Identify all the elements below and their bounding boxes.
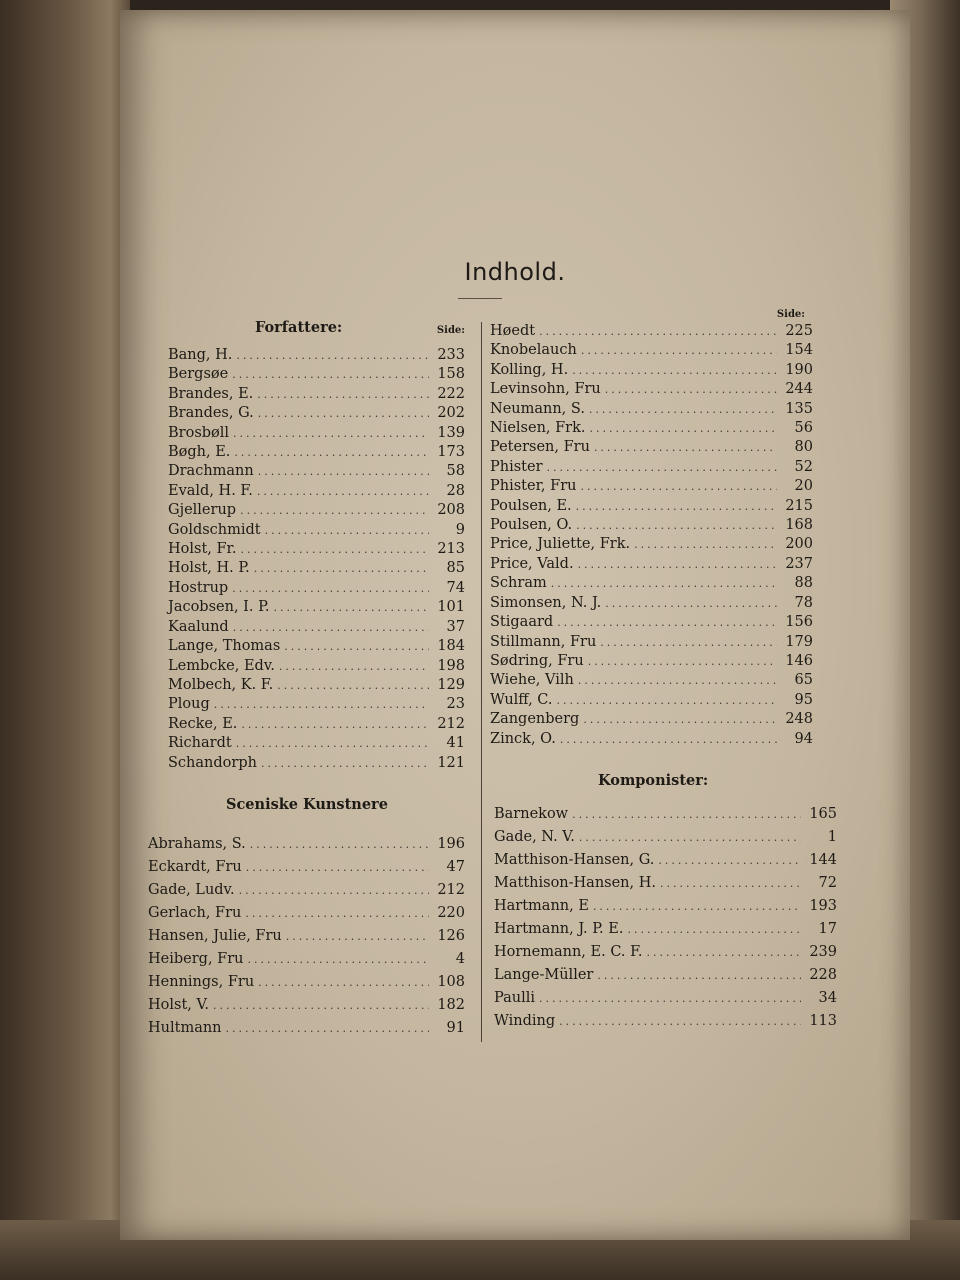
entry-name: Gade, Ludv. [148,881,235,898]
entry-name: Lange-Müller [494,966,594,983]
entry-page-number: 215 [785,497,813,514]
toc-entry [168,540,465,559]
side-label-left: Side: [436,325,465,336]
entry-page-number: 126 [437,927,465,944]
dot-leader [559,1010,801,1033]
entry-page-number: 88 [794,575,813,592]
dot-leader [576,497,777,516]
list-sceniske [140,833,465,1040]
entry-page-number: 184 [437,638,465,655]
dot-leader [590,419,777,438]
dot-leader [240,501,429,520]
toc-entry [148,948,465,971]
entry-name: Richardt [168,735,232,752]
dot-leader [539,987,801,1010]
entry-page-number: 17 [818,920,837,937]
dot-leader [660,872,801,895]
entry-name: Stigaard [490,614,554,631]
dot-leader [576,516,777,535]
entry-page-number: 196 [437,835,465,852]
toc-entry [490,322,813,341]
toc-entry [494,941,837,964]
entry-name: Høedt [490,323,536,339]
toc-entry [494,964,837,987]
dot-leader [597,964,801,987]
toc-entry [490,574,813,593]
entry-name: Neumann, S. [490,400,585,417]
toc-entry [148,856,465,879]
dot-leader [265,521,429,540]
entry-name: Gjellerup [168,502,237,519]
dot-leader [232,365,429,384]
dot-leader [572,803,801,826]
dot-leader [634,535,777,554]
entry-name: Recke, E. [168,715,238,732]
entry-page-number: 198 [437,657,465,674]
entry-page-number: 144 [809,851,837,868]
toc-entry [148,971,465,994]
dot-leader [594,438,777,457]
entry-name: Sødring, Fru [490,652,584,669]
dot-leader [257,482,429,501]
toc-entry [168,637,465,656]
toc-entry [490,380,813,399]
entry-page-number: 52 [794,458,813,475]
toc-entry [168,657,465,676]
dot-leader [246,856,429,879]
toc-entry [494,849,837,872]
entry-name: Brosbøll [168,424,230,441]
entry-page-number: 28 [446,482,465,499]
entry-page-number: 168 [785,517,813,534]
toc-entry [168,404,465,423]
toc-entry [148,1017,465,1040]
dot-leader [284,637,429,656]
entry-page-number: 212 [437,715,465,732]
entry-name: Zangenberg [490,711,580,728]
toc-entry [494,803,837,826]
entry-name: Kaalund [168,618,229,635]
entry-page-number: 193 [809,897,837,914]
entry-name: Hartmann, E [494,897,589,914]
entry-name: Drachmann [168,463,254,480]
dot-leader [560,730,777,749]
dot-leader [233,424,429,443]
entry-name: Gerlach, Fru [148,904,242,921]
entry-page-number: 85 [446,560,465,577]
entry-page-number: 72 [818,874,837,891]
entry-name: Phister, Fru [490,478,577,495]
entry-page-number: 41 [446,735,465,752]
dot-leader [277,676,429,695]
entry-page-number: 200 [785,536,813,553]
toc-entry [168,754,465,773]
dot-leader [258,462,429,481]
toc-entry [148,925,465,948]
entry-page-number: 182 [437,996,465,1013]
entry-page-number: 47 [446,858,465,875]
entry-page-number: 1 [827,828,837,845]
dot-leader [241,540,429,559]
entry-page-number: 65 [794,672,813,689]
entry-name: Poulsen, O. [490,517,573,534]
dot-leader [232,579,429,598]
toc-entry [168,695,465,714]
toc-entry [490,477,813,496]
entry-page-number: 156 [785,614,813,631]
toc-entry [490,633,813,652]
toc-entry [168,365,465,384]
entry-name: Knobelauch [490,342,577,359]
entry-name: Barnekow [494,805,569,822]
dot-leader [579,826,801,849]
dot-leader [589,400,777,419]
entry-page-number: 146 [785,652,813,669]
toc-entry [148,902,465,925]
entry-page-number: 129 [437,676,465,693]
entry-name: Zinck, O. [490,730,556,747]
column-divider [481,322,482,1042]
toc-entry [490,555,813,574]
toc-entry [168,734,465,753]
dot-leader [279,657,429,676]
entry-page-number: 233 [437,347,465,363]
entry-name: Wulff, C. [490,691,553,708]
right-column [490,308,845,1033]
entry-page-number: 91 [446,1019,465,1036]
toc-entry [168,521,465,540]
dot-leader [578,671,777,690]
dot-leader [600,633,777,652]
entry-page-number: 95 [794,691,813,708]
entry-name: Bøgh, E. [168,444,231,461]
entry-page-number: 78 [794,594,813,611]
dot-leader [245,902,429,925]
dot-leader [248,948,430,971]
entry-name: Holst, V. [148,996,210,1013]
dot-leader [605,594,777,613]
toc-entry [168,346,465,365]
toc-entry [490,341,813,360]
entry-name: Stillmann, Fru [490,633,597,650]
dot-leader [250,833,429,856]
entry-name: Brandes, G. [168,405,254,422]
list-komponister [490,803,845,1033]
toc-entry [148,879,465,902]
toc-entry [490,361,813,380]
toc-entry [494,895,837,918]
dot-leader [274,598,429,617]
entry-name: Lembcke, Edv. [168,657,275,674]
dot-leader [236,734,429,753]
entry-page-number: 248 [785,711,813,728]
entry-page-number: 4 [455,950,465,967]
entry-name: Gade, N. V. [494,828,575,845]
list-forfattere [140,346,465,773]
entry-page-number: 94 [794,730,813,747]
dot-leader [233,618,429,637]
toc-entry [168,424,465,443]
dot-leader [258,404,429,423]
entry-page-number: 56 [794,420,813,437]
dot-leader [627,918,801,941]
toc-entry [490,535,813,554]
entry-name: Jacobsen, I. P. [168,599,270,616]
toc-entry [494,987,837,1010]
entry-page-number: 213 [437,541,465,558]
toc-entry [168,676,465,695]
dot-leader [593,895,801,918]
toc-entry [494,872,837,895]
dot-leader [551,574,777,593]
entry-name: Matthison-Hansen, G. [494,851,655,868]
entry-name: Price, Juliette, Frk. [490,536,631,553]
entry-name: Schram [490,575,547,592]
toc-entry [168,462,465,481]
toc-entry [168,598,465,617]
dot-leader [581,341,777,360]
dot-leader [557,613,777,632]
entry-page-number: 34 [818,989,837,1006]
toc-entry [490,652,813,671]
dot-leader [647,941,801,964]
section-heading-komponister: Komponister: [598,771,709,789]
entry-name: Phister [490,458,543,475]
entry-name: Heiberg, Fru [148,950,244,967]
toc-entry [168,618,465,637]
toc-entry [168,443,465,462]
dot-leader [236,346,429,365]
entry-page-number: 179 [785,633,813,650]
toc-entry [490,497,813,516]
entry-name: Poulsen, E. [490,497,572,514]
section-heading-forfattere: Forfattere: [255,319,343,336]
entry-page-number: 228 [809,966,837,983]
entry-name: Hultmann [148,1019,222,1036]
entry-page-number: 154 [785,342,813,359]
entry-page-number: 225 [785,323,813,339]
toc-entry [490,438,813,457]
entry-name: Molbech, K. F. [168,676,274,693]
dot-leader [241,715,429,734]
entry-page-number: 58 [446,463,465,480]
toc-entry [168,482,465,501]
entry-page-number: 9 [455,521,465,538]
entry-name: Hennings, Fru [148,973,255,990]
entry-page-number: 208 [437,502,465,519]
toc-entry [490,458,813,477]
entry-name: Kolling, H. [490,361,569,378]
entry-name: Goldschmidt [168,521,261,538]
entry-page-number: 165 [809,805,837,822]
toc-entry [490,419,813,438]
entry-page-number: 158 [437,366,465,383]
toc-entry [490,710,813,729]
toc-entry [168,385,465,404]
entry-page-number: 121 [437,754,465,771]
entry-page-number: 74 [446,579,465,596]
toc-entry [490,691,813,710]
entry-page-number: 237 [785,555,813,572]
left-column [140,318,465,1040]
entry-name: Wiehe, Vilh [490,672,574,689]
entry-name: Paulli [494,989,536,1006]
list-forfattere-continued [490,322,845,749]
toc-entry [490,516,813,535]
entry-name: Schandorph [168,754,257,771]
dot-leader [605,380,777,399]
dot-leader [658,849,801,872]
entry-name: Hornemann, E. C. F. [494,943,643,960]
entry-name: Bang, H. [168,347,233,363]
entry-name: Hartmann, J. P. E. [494,920,624,937]
toc-entry [490,400,813,419]
dot-leader [572,361,777,380]
entry-page-number: 113 [809,1012,837,1029]
entry-name: Simonsen, N. J. [490,594,602,611]
dot-leader [286,925,429,948]
dot-leader [261,754,429,773]
book-binding-left [0,0,130,1280]
toc-entry [490,730,813,749]
page-title: Indhold. [464,258,566,286]
entry-name: Brandes, E. [168,385,254,402]
title-divider [458,298,502,299]
book-page [120,10,910,1240]
entry-name: Matthison-Hansen, H. [494,874,656,891]
entry-page-number: 239 [809,943,837,960]
dot-leader [226,1017,429,1040]
dot-leader [556,691,777,710]
entry-name: Hostrup [168,579,229,596]
dot-leader [539,322,777,341]
entry-page-number: 202 [437,405,465,422]
dot-leader [258,971,429,994]
entry-page-number: 37 [446,618,465,635]
toc-entry [494,826,837,849]
dot-leader [239,879,429,902]
dot-leader [580,477,777,496]
section-heading-sceniske: Sceniske Kunstnere [226,795,388,813]
entry-page-number: 220 [437,904,465,921]
toc-entry [168,715,465,734]
dot-leader [547,458,777,477]
entry-name: Price, Vald. [490,555,574,572]
entry-name: Levinsohn, Fru [490,381,601,398]
toc-entry [168,501,465,520]
entry-name: Hansen, Julie, Fru [148,927,282,944]
dot-leader [234,443,429,462]
entry-name: Holst, Fr. [168,541,237,558]
entry-page-number: 244 [785,381,813,398]
entry-name: Abrahams, S. [148,835,246,852]
dot-leader [578,555,777,574]
dot-leader [583,710,777,729]
entry-page-number: 80 [794,439,813,456]
entry-page-number: 222 [437,385,465,402]
dot-leader [588,652,777,671]
entry-name: Eckardt, Fru [148,858,242,875]
side-label-right: Side: [776,309,805,320]
entry-page-number: 173 [437,444,465,461]
toc-entry [494,1010,837,1033]
entry-page-number: 139 [437,424,465,441]
entry-name: Lange, Thomas [168,638,281,655]
dot-leader [257,385,429,404]
entry-page-number: 23 [446,696,465,713]
entry-name: Holst, H. P. [168,560,250,577]
toc-entry [148,833,465,856]
dot-leader [213,994,429,1017]
entry-page-number: 190 [785,361,813,378]
entry-name: Evald, H. F. [168,482,253,499]
entry-page-number: 135 [785,400,813,417]
toc-entry [490,671,813,690]
toc-entry [168,579,465,598]
entry-name: Bergsøe [168,366,229,383]
entry-page-number: 212 [437,881,465,898]
entry-name: Ploug [168,696,210,713]
entry-name: Nielsen, Frk. [490,420,586,437]
toc-entry [168,559,465,578]
entry-name: Petersen, Fru [490,439,590,456]
entry-page-number: 101 [437,599,465,616]
toc-entry [148,994,465,1017]
toc-entry [490,613,813,632]
entry-name: Winding [494,1012,556,1029]
dot-leader [254,559,429,578]
entry-page-number: 20 [794,478,813,495]
toc-entry [494,918,837,941]
toc-entry [490,594,813,613]
entry-page-number: 108 [437,973,465,990]
dot-leader [214,695,429,714]
